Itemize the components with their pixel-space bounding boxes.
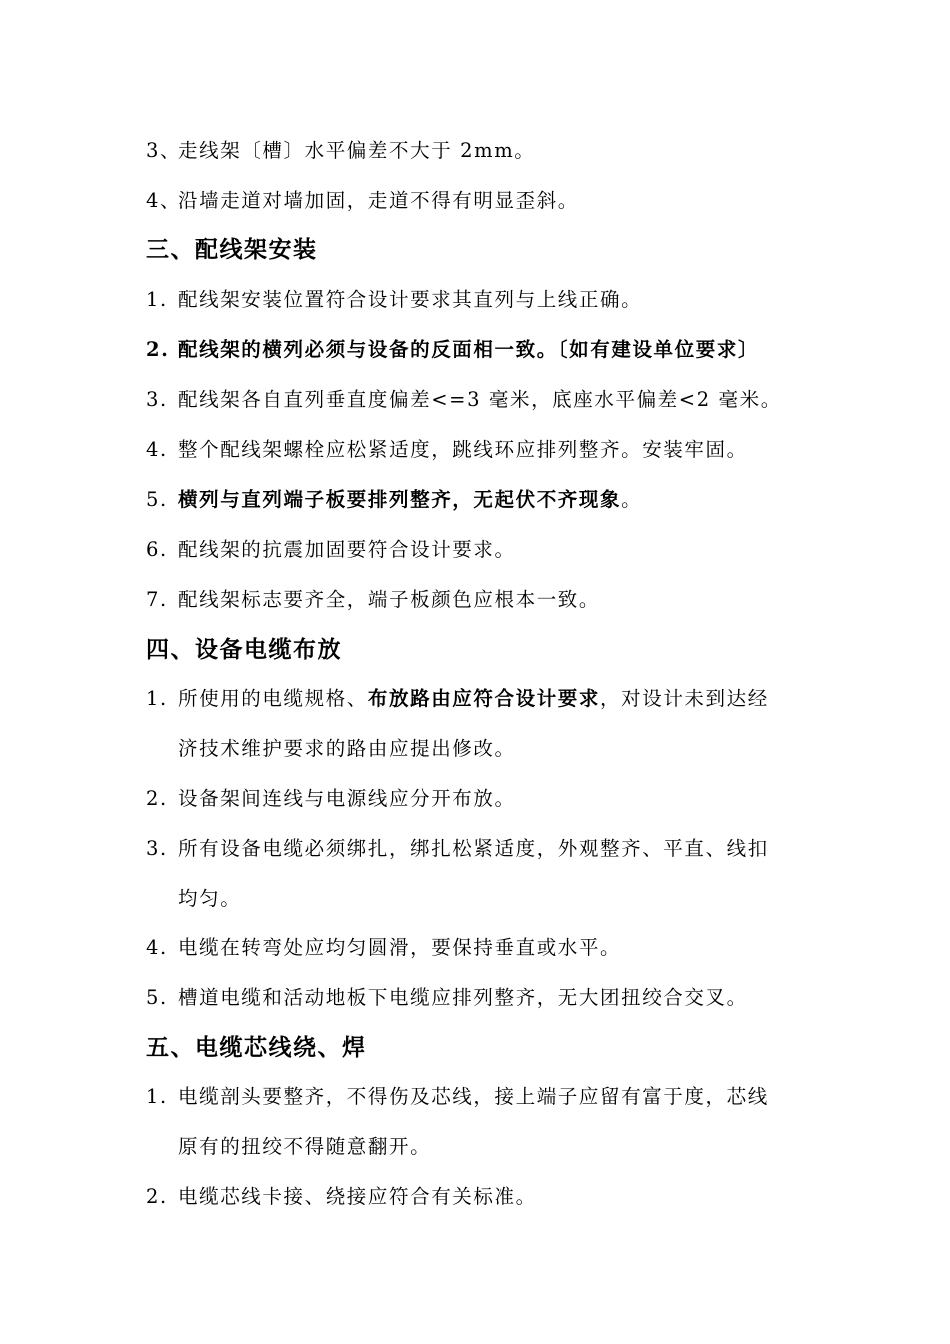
list-item — [146, 437, 748, 463]
item-text: 配线架标志要齐全，端子板颜色应根本一致。 — [178, 588, 601, 611]
item-text: 走线架〔槽〕水平偏差不大于 2mm。 — [178, 139, 536, 162]
item-number: 2. — [146, 338, 170, 361]
list-item-continuation: 济技术维护要求的路由应提出修改。 — [178, 737, 516, 760]
section-heading: 四、设备电缆布放 — [146, 637, 342, 663]
item-text: 配线架各自直列垂直度偏差<=3 毫米，底座水平偏差<2 毫米。 — [178, 388, 782, 411]
item-text: 。 — [621, 488, 643, 511]
item-text: 整个配线架螺栓应松紧适度，跳线环应排列整齐。安装牢固。 — [178, 438, 748, 461]
item-number: 3. — [146, 388, 168, 411]
list-item — [146, 686, 769, 712]
list-item — [146, 138, 535, 164]
item-number: 4. — [146, 438, 168, 461]
item-text: 所使用的电缆规格、 — [178, 687, 368, 710]
list-item — [146, 287, 642, 313]
list-item — [146, 1084, 769, 1110]
item-text-bold: 布放路由应符合设计要求 — [367, 687, 601, 710]
item-text: ，对设计未到达经 — [600, 687, 769, 710]
list-item — [146, 487, 642, 513]
list-item-continuation: 原有的扭绞不得随意翻开。 — [178, 1135, 432, 1158]
item-text: 电缆剖头要整齐，不得伤及芯线，接上端子应留有富于度，芯线 — [178, 1085, 769, 1108]
list-item-continuation: 均匀。 — [178, 887, 242, 910]
item-text: 电缆在转弯处应均匀圆滑，要保持垂直或水平。 — [178, 936, 622, 959]
item-text: 所有设备电缆必须绑扎，绑扎松紧适度，外观整齐、平直、线扣 — [178, 837, 769, 860]
item-number: 3、 — [146, 139, 182, 162]
list-item — [146, 387, 782, 413]
item-number: 3. — [146, 837, 168, 860]
item-number: 1. — [146, 687, 168, 710]
list-item — [146, 587, 600, 613]
section-heading: 五、电缆芯线绕、焊 — [146, 1035, 367, 1061]
item-text: 配线架的抗震加固要符合设计要求。 — [178, 538, 516, 561]
item-number: 2. — [146, 787, 168, 810]
item-number: 4、 — [146, 189, 182, 212]
list-item — [146, 188, 579, 214]
item-number: 2. — [146, 1185, 168, 1208]
list-item — [146, 1184, 537, 1210]
item-number: 1. — [146, 288, 168, 311]
item-number: 7. — [146, 588, 168, 611]
item-text: 沿墙走道对墙加固，走道不得有明显歪斜。 — [178, 189, 579, 212]
item-text: 电缆芯线卡接、绕接应符合有关标准。 — [178, 1185, 537, 1208]
item-number: 4. — [146, 936, 168, 959]
list-item — [146, 836, 769, 862]
item-number: 6. — [146, 538, 168, 561]
item-text: 配线架的横列必须与设备的反面相一致。〔如有建设单位要求〕 — [178, 338, 760, 361]
item-number: 1. — [146, 1085, 168, 1108]
list-item — [146, 337, 759, 363]
item-text: 设备架间连线与电源线应分开布放。 — [178, 787, 516, 810]
list-item — [146, 786, 516, 812]
section-heading: 三、配线架安装 — [146, 237, 318, 263]
list-item — [146, 537, 516, 563]
item-text: 槽道电缆和活动地板下电缆应排列整齐，无大团扭绞合交叉。 — [178, 986, 748, 1009]
item-text: 配线架安装位置符合设计要求其直列与上线正确。 — [178, 288, 643, 311]
list-item — [146, 985, 748, 1011]
item-text-bold: 横列与直列端子板要排列整齐，无起伏不齐现象 — [178, 488, 622, 511]
item-number: 5. — [146, 986, 168, 1009]
item-number: 5. — [146, 488, 168, 511]
list-item — [146, 935, 621, 961]
